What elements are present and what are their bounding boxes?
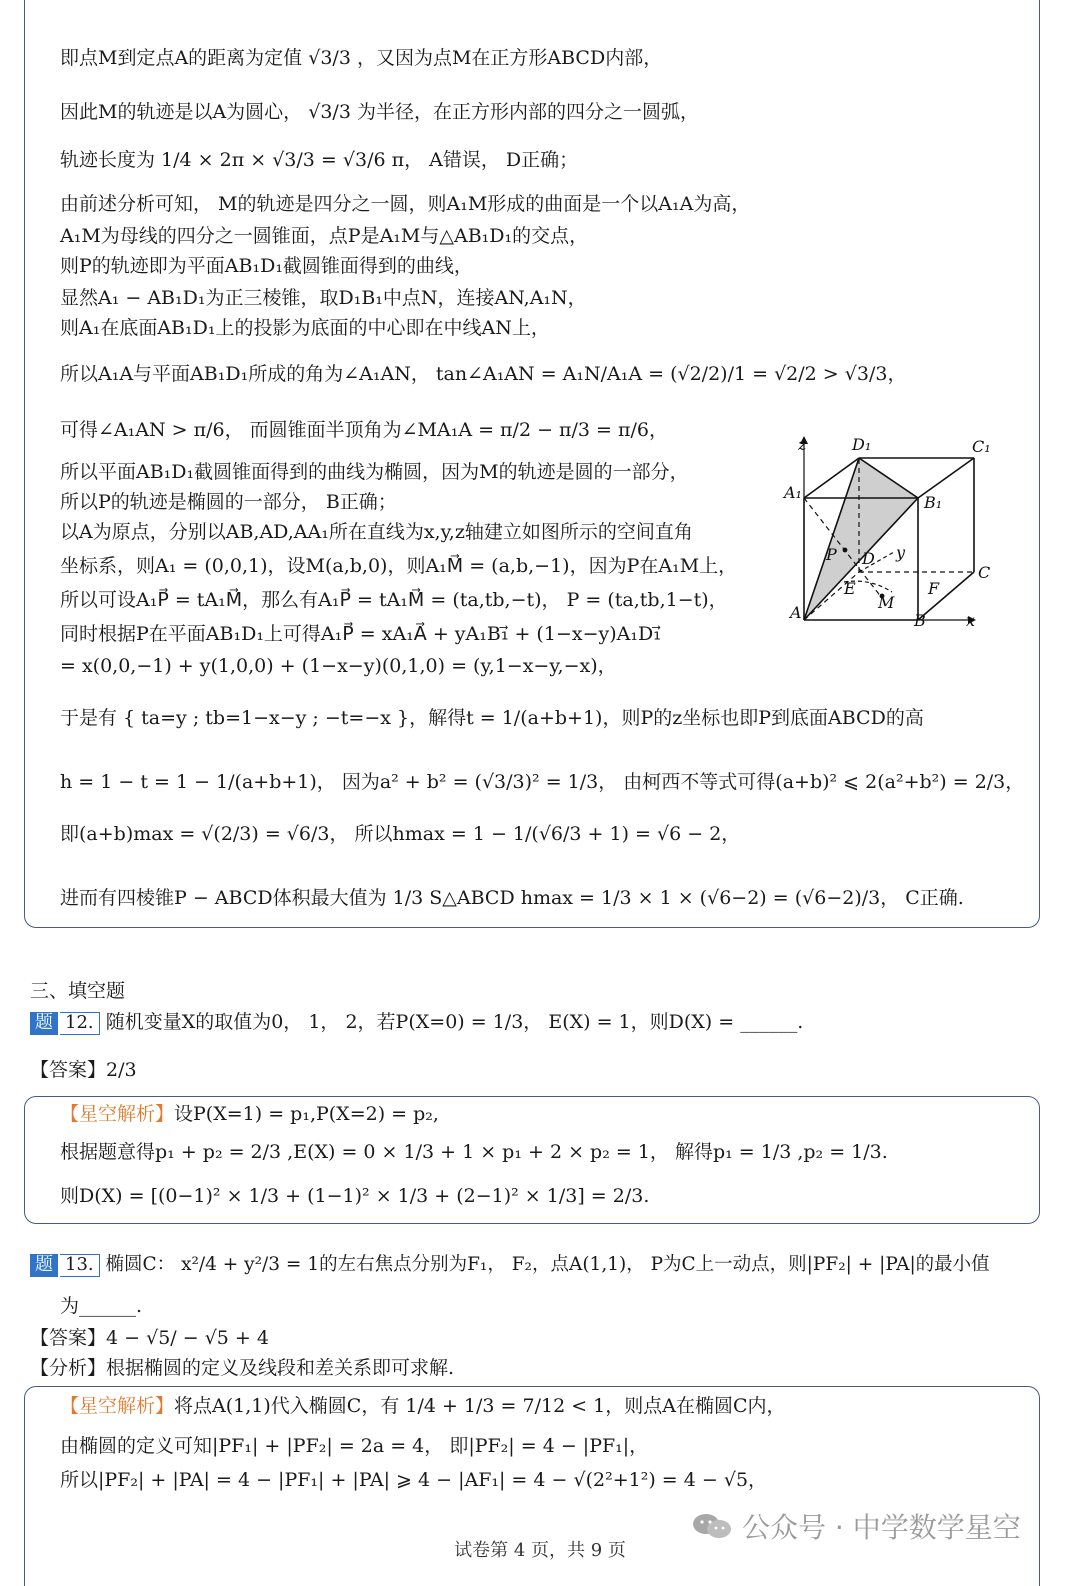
- solution-line-5: A₁M为母线的四分之一圆锥面，点P是A₁M与△AB₁D₁的交点，: [60, 225, 589, 247]
- q12-stem: [30, 1012, 803, 1035]
- q12-answer-label: 【答案】: [30, 1059, 107, 1081]
- solution-line-21: 进而有四棱锥P − ABCD体积最大值为 1/3 S△ABCD hmax = 1/3 × 1 × (√6−2) = (√6−2)/3， C正确.: [60, 887, 964, 909]
- solution-line-15: 所以可设A₁P⃗ = tA₁M⃗，那么有A₁P⃗ = tA₁M⃗ = (ta,tb,−t)， P = (ta,tb,1−t)，: [60, 589, 728, 611]
- fig-label-F: F: [928, 579, 940, 598]
- cube-figure: [782, 430, 992, 630]
- q12-answer-value: 2/3: [106, 1059, 137, 1081]
- q13-number: 13.: [60, 1254, 100, 1277]
- page-footer: 试卷第 4 页，共 9 页: [454, 1540, 626, 1561]
- q12-tag: 题: [30, 1012, 58, 1035]
- q13-tag: 题: [30, 1254, 58, 1277]
- solution-line-6: 则P的轨迹即为平面AB₁D₁截圆锥面得到的曲线，: [60, 255, 473, 277]
- q13-answer-value: 4 − √5/ − √5 + 4: [106, 1327, 269, 1349]
- q13-solution-line-2: 由椭圆的定义可知|PF₁| + |PF₂| = 2a = 4， 即|PF₂| = 4 − |PF₁|，: [60, 1435, 649, 1457]
- solution-line-10: 可得∠A₁AN > π/6， 而圆锥面半顶角为∠MA₁A = π/2 − π/3 = π/6，: [60, 419, 668, 441]
- fig-label-x: x: [966, 611, 976, 630]
- q13-analysis-label: 【分析】: [30, 1357, 107, 1379]
- q12-answer: [30, 1060, 137, 1082]
- solution-line-11: 所以平面AB₁D₁截圆锥面得到的曲线为椭圆，因为M的轨迹是圆的一部分，: [60, 461, 689, 483]
- solution-line-8: 则A₁在底面AB₁D₁上的投影为底面的中心即在中线AN上，: [60, 317, 550, 339]
- fig-label-M: M: [878, 593, 895, 612]
- q12-solution-line-2: 根据题意得p₁ + p₂ = 2/3 ,E(X) = 0 × 1/3 + 1 × p₁ + 2 × p₂ = 1， 解得p₁ = 1/3 ,p₂ = 1/3.: [60, 1141, 888, 1163]
- q13-answer-label: 【答案】: [30, 1327, 107, 1349]
- solution-line-2: 因此M的轨迹是以A为圆心， √3/3 为半径，在正方形内部的四分之一圆弧，: [60, 101, 699, 123]
- q13-answer: [30, 1328, 269, 1350]
- solution-line-20: 即(a+b)max = √(2/3) = √6/3， 所以hmax = 1 − 1/(√6/3 + 1) = √6 − 2，: [60, 823, 741, 845]
- fig-label-E: E: [844, 579, 856, 598]
- solution-line-4: 由前述分析可知， M的轨迹是四分之一圆，则A₁M形成的曲面是一个以A₁A为高，: [60, 193, 751, 215]
- q13-solution-line-3: 所以|PF₂| + |PA| = 4 − |PF₁| + |PA| ⩾ 4 − |AF₁| = 4 − √(2²+1²) = 4 − √5，: [60, 1469, 768, 1491]
- fig-label-z: z: [798, 435, 807, 454]
- q13-solution-line-1: [60, 1396, 786, 1418]
- q12-solution-label: 【星空解析】: [60, 1103, 175, 1125]
- solution-line-1: 即点M到定点A的距离为定值 √3/3 ，又因为点M在正方形ABCD内部，: [60, 47, 663, 69]
- solution-line-7: 显然A₁ − AB₁D₁为正三棱锥，取D₁B₁中点N，连接AN,A₁N，: [60, 287, 587, 309]
- q12-solution-text-1: 设P(X=1) = p₁,P(X=2) = p₂,: [174, 1103, 439, 1125]
- fig-label-y: y: [896, 543, 906, 562]
- q13-stem-text-2: 为______.: [60, 1295, 143, 1317]
- solution-line-3: 轨迹长度为 1/4 × 2π × √3/3 = √3/6 π， A错误， D正确；: [60, 149, 579, 171]
- q13-stem-text-1: 椭圆C： x²/4 + y²/3 = 1的左右焦点分别为F₁， F₂，点A(1,1)， P为C上一动点，则|PF₂| + |PA|的最小值: [105, 1254, 990, 1275]
- q13-analysis-text: 根据椭圆的定义及线段和差关系即可求解.: [106, 1357, 455, 1379]
- fig-label-D: D: [862, 549, 875, 568]
- fig-label-B: B: [914, 611, 926, 630]
- fig-label-D1: D₁: [852, 435, 872, 454]
- fig-label-A: A: [790, 603, 802, 622]
- q12-number: 12.: [60, 1012, 100, 1035]
- solution-line-9: 所以A₁A与平面AB₁D₁所成的角为∠A₁AN， tan∠A₁AN = A₁N/A₁A = (√2/2)/1 = √2/2 > √3/3，: [60, 363, 907, 385]
- q13-stem: [30, 1254, 990, 1277]
- solution-line-18: 于是有 { ta=y ; tb=1−x−y ; −t=−x }，解得t = 1/(a+b+1)，则P的z坐标也即P到底面ABCD的高: [60, 707, 924, 729]
- q12-stem-text: 随机变量X的取值为0， 1， 2，若P(X=0) = 1/3， E(X) = 1，则D(X) = ______.: [105, 1011, 804, 1033]
- fig-label-P: P: [826, 545, 837, 564]
- fig-label-C: C: [978, 563, 991, 582]
- fig-label-A1: A₁: [784, 483, 802, 502]
- solution-line-16: 同时根据P在平面AB₁D₁上可得A₁P⃗ = xA₁A⃗ + yA₁B₁⃗ + (1−x−y)A₁D₁⃗: [60, 623, 661, 645]
- q13-solution-text-1: 将点A(1,1)代入椭圆C，有 1/4 + 1/3 = 7/12 < 1，则点A在椭圆C内，: [174, 1395, 786, 1417]
- solution-line-12: 所以P的轨迹是椭圆的一部分， B正确；: [60, 491, 397, 513]
- solution-line-13: 以A为原点，分别以AB,AD,AA₁所在直线为x,y,z轴建立如图所示的空间直角: [60, 521, 693, 543]
- q13-analysis: [30, 1358, 454, 1380]
- fig-label-B1: B₁: [924, 493, 943, 512]
- solution-line-17: = x(0,0,−1) + y(1,0,0) + (1−x−y)(0,1,0) = (y,1−x−y,−x)，: [60, 655, 617, 677]
- solution-line-19: h = 1 − t = 1 − 1/(a+b+1)， 因为a² + b² = (√3/3)² = 1/3， 由柯西不等式可得(a+b)² ⩽ 2(a²+b²) = 2/3，: [60, 771, 1025, 793]
- q13-solution-label: 【星空解析】: [60, 1395, 175, 1417]
- q12-solution-line-1: [60, 1104, 439, 1126]
- fig-label-C1: C₁: [972, 437, 991, 456]
- solution-line-14: 坐标系，则A₁ = (0,0,1)，设M(a,b,0)，则A₁M⃗ = (a,b,−1)，因为P在A₁M上，: [60, 555, 738, 577]
- q12-solution-line-3: 则D(X) = [(0−1)² × 1/3 + (1−1)² × 1/3 + (2−1)² × 1/3] = 2/3.: [60, 1185, 650, 1207]
- watermark-text: 公众号 · 中学数学星空: [742, 1511, 1021, 1544]
- section-title: 三、填空题: [30, 980, 126, 1002]
